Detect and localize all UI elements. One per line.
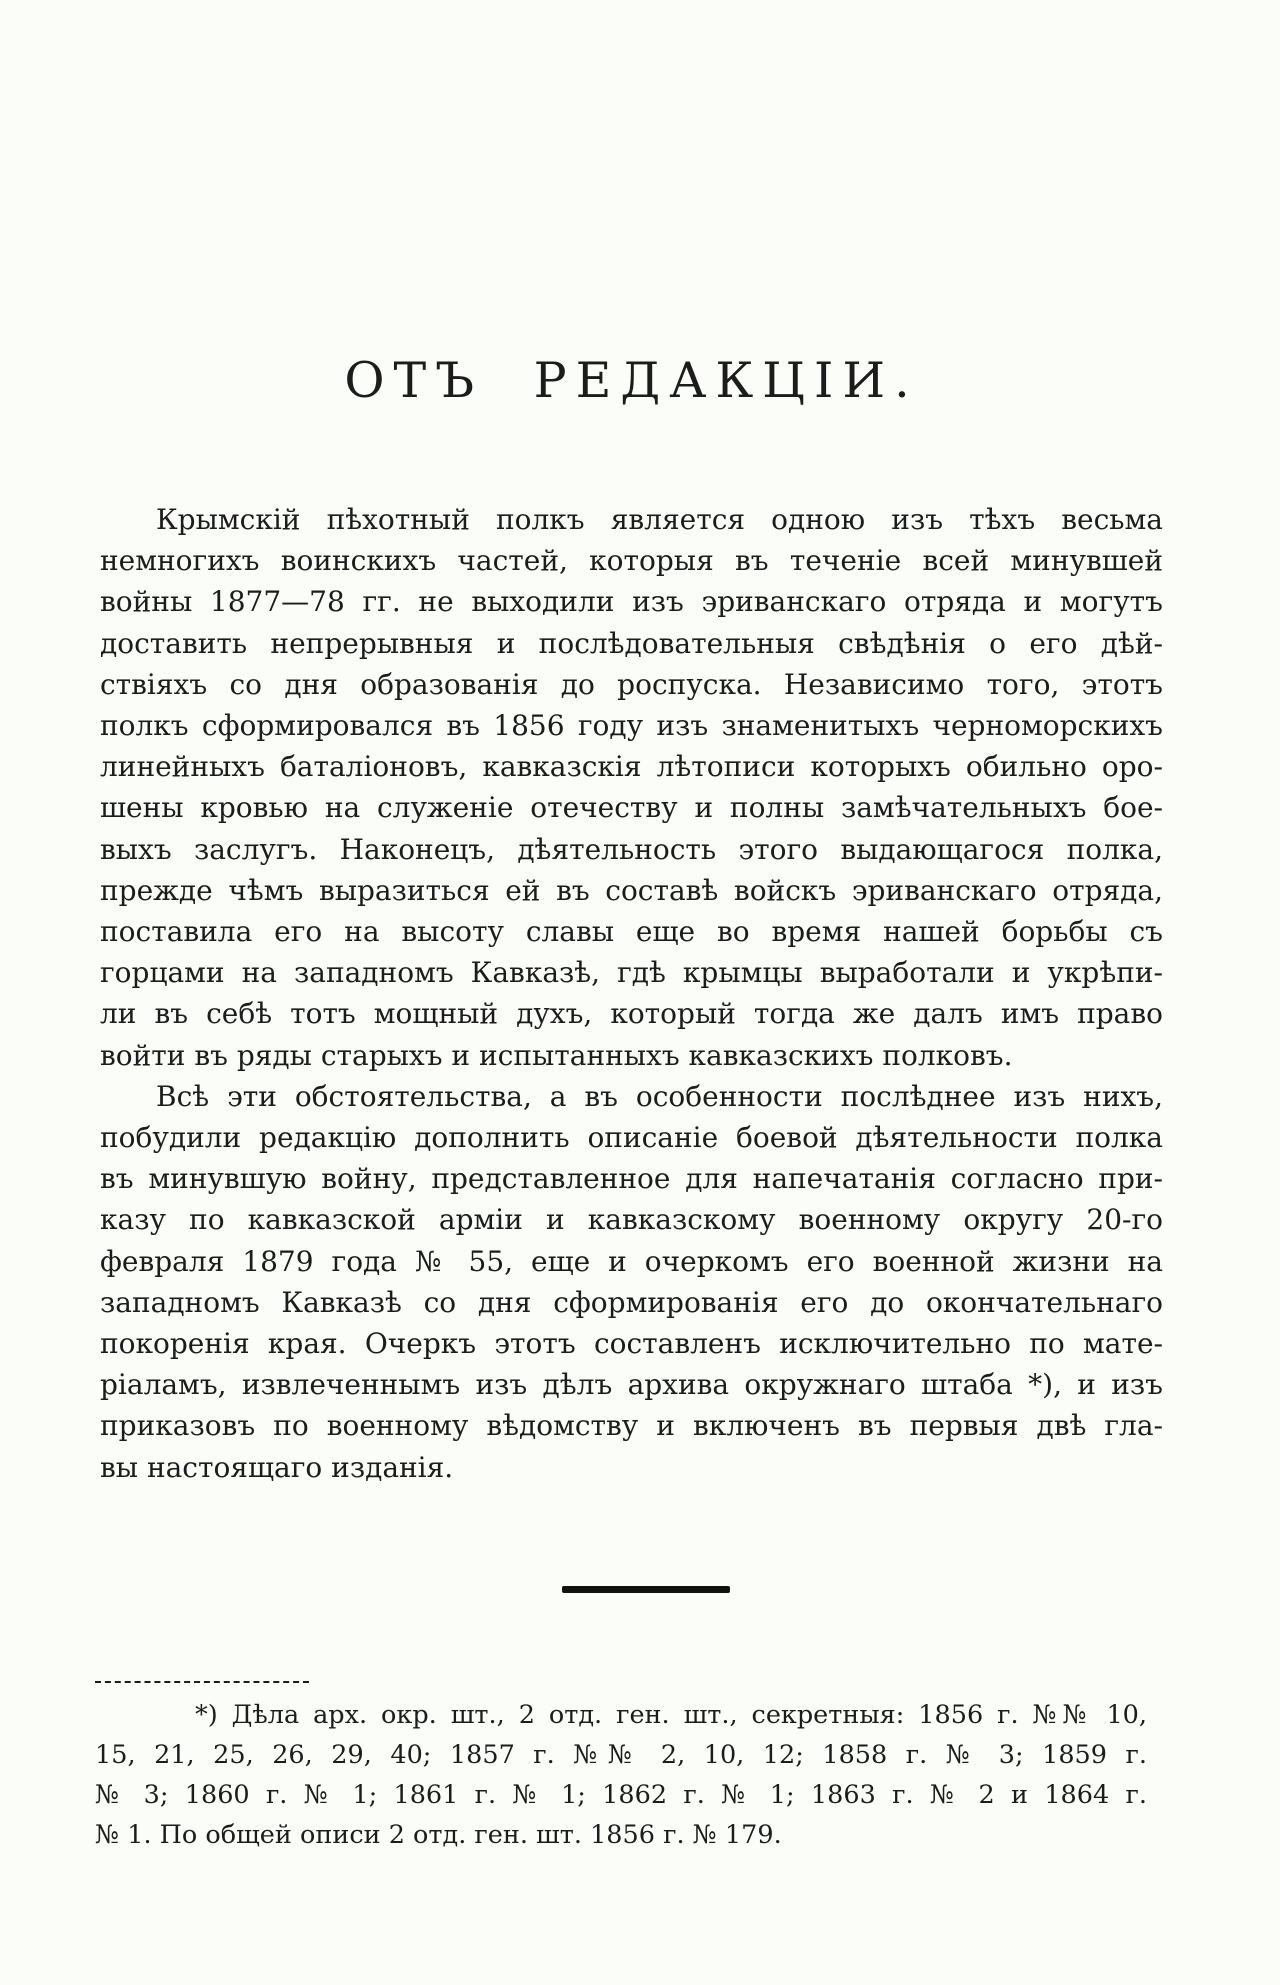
text-line: февраля 1879 года № 55, еще и очеркомъ его военной жизни на — [100, 1244, 1163, 1278]
text-line: Всѣ эти обстоятельства, а въ особенности послѣднее изъ нихъ, — [156, 1079, 1163, 1113]
text-line: горцами на западномъ Кавказѣ, гдѣ крымцы выработали и укрѣпи- — [100, 956, 1163, 990]
text-line: поставила его на высоту славы еще во время нашей борьбы съ — [100, 915, 1163, 949]
footnote-separator-rule — [95, 1681, 309, 1683]
text-line: вы настоящаго изданія. — [100, 1450, 454, 1484]
footnote-line: № 3; 1860 г. № 1; 1861 г. № 1; 1862 г. № 1; 1863 г. № 2 и 1864 г. — [95, 1779, 1147, 1810]
text-line: западномъ Кавказѣ со дня сформированія его до окончательнаго — [100, 1285, 1163, 1319]
text-line: доставить непрерывныя и послѣдовательныя свѣдѣнія о его дѣй- — [100, 626, 1163, 660]
text-line: казу по кавказской арміи и кавказскому военному округу 20-го — [100, 1203, 1163, 1237]
page-title: ОТЪ РЕДАКЦІИ. — [344, 352, 919, 409]
text-line: линейныхъ баталіоновъ, кавказскія лѣтописи которыхъ обильно оро- — [100, 750, 1163, 784]
text-line: покоренія края. Очеркъ этотъ составленъ исключительно по мате- — [100, 1327, 1163, 1361]
paragraph — [100, 1076, 1163, 1488]
text-line: ріаламъ, извлеченнымъ изъ дѣлъ архива окружнаго штаба *), и изъ — [100, 1368, 1163, 1402]
text-column — [95, 0, 1163, 1855]
text-line: войти въ ряды старыхъ и испытанныхъ кавказскихъ полковъ. — [100, 1038, 1013, 1072]
text-line: выхъ заслугъ. Наконецъ, дѣятельность этого выдающагося полка, — [100, 832, 1163, 866]
footnote-line: *) Дѣла арх. окр. шт., 2 отд. ген. шт., секретныя: 1856 г. №№ 10, — [195, 1699, 1147, 1730]
footnote-line: № 1. По общей описи 2 отд. ген. шт. 1856 г. № 179. — [95, 1819, 782, 1850]
text-line: полкъ сформировался въ 1856 году изъ знаменитыхъ черноморскихъ — [100, 709, 1163, 743]
text-line: въ минувшую войну, представленное для напечатанія согласно при- — [100, 1162, 1163, 1196]
footnote-line: 15, 21, 25, 26, 29, 40; 1857 г. №№ 2, 10, 12; 1858 г. № 3; 1859 г. — [95, 1739, 1147, 1770]
text-line: побудили редакцію дополнить описаніе боевой дѣятельности полка — [100, 1121, 1163, 1155]
text-line: войны 1877—78 гг. не выходили изъ эриванскаго отряда и могутъ — [100, 585, 1163, 619]
text-line: шены кровью на служеніе отечеству и полны замѣчательныхъ бое- — [100, 791, 1163, 825]
paragraph — [100, 499, 1163, 1076]
text-line: немногихъ воинскихъ частей, которыя въ теченіе всей минувшей — [100, 544, 1163, 578]
text-line: ли въ себѣ тотъ мощный духъ, который тогда же далъ имъ право — [100, 997, 1163, 1031]
text-line: прежде чѣмъ выразиться ей въ составѣ войскъ эриванскаго отряда, — [100, 873, 1163, 907]
section-divider-rule — [562, 1586, 730, 1593]
text-line: ствіяхъ со дня образованія до роспуска. Независимо того, этотъ — [100, 667, 1163, 701]
footnote — [95, 1695, 1147, 1855]
body-text — [100, 499, 1163, 1488]
text-line: Крымскій пѣхотный полкъ является одною изъ тѣхъ весьма — [156, 503, 1163, 536]
text-line: приказовъ по военному вѣдомству и включенъ въ первыя двѣ гла- — [100, 1409, 1163, 1443]
